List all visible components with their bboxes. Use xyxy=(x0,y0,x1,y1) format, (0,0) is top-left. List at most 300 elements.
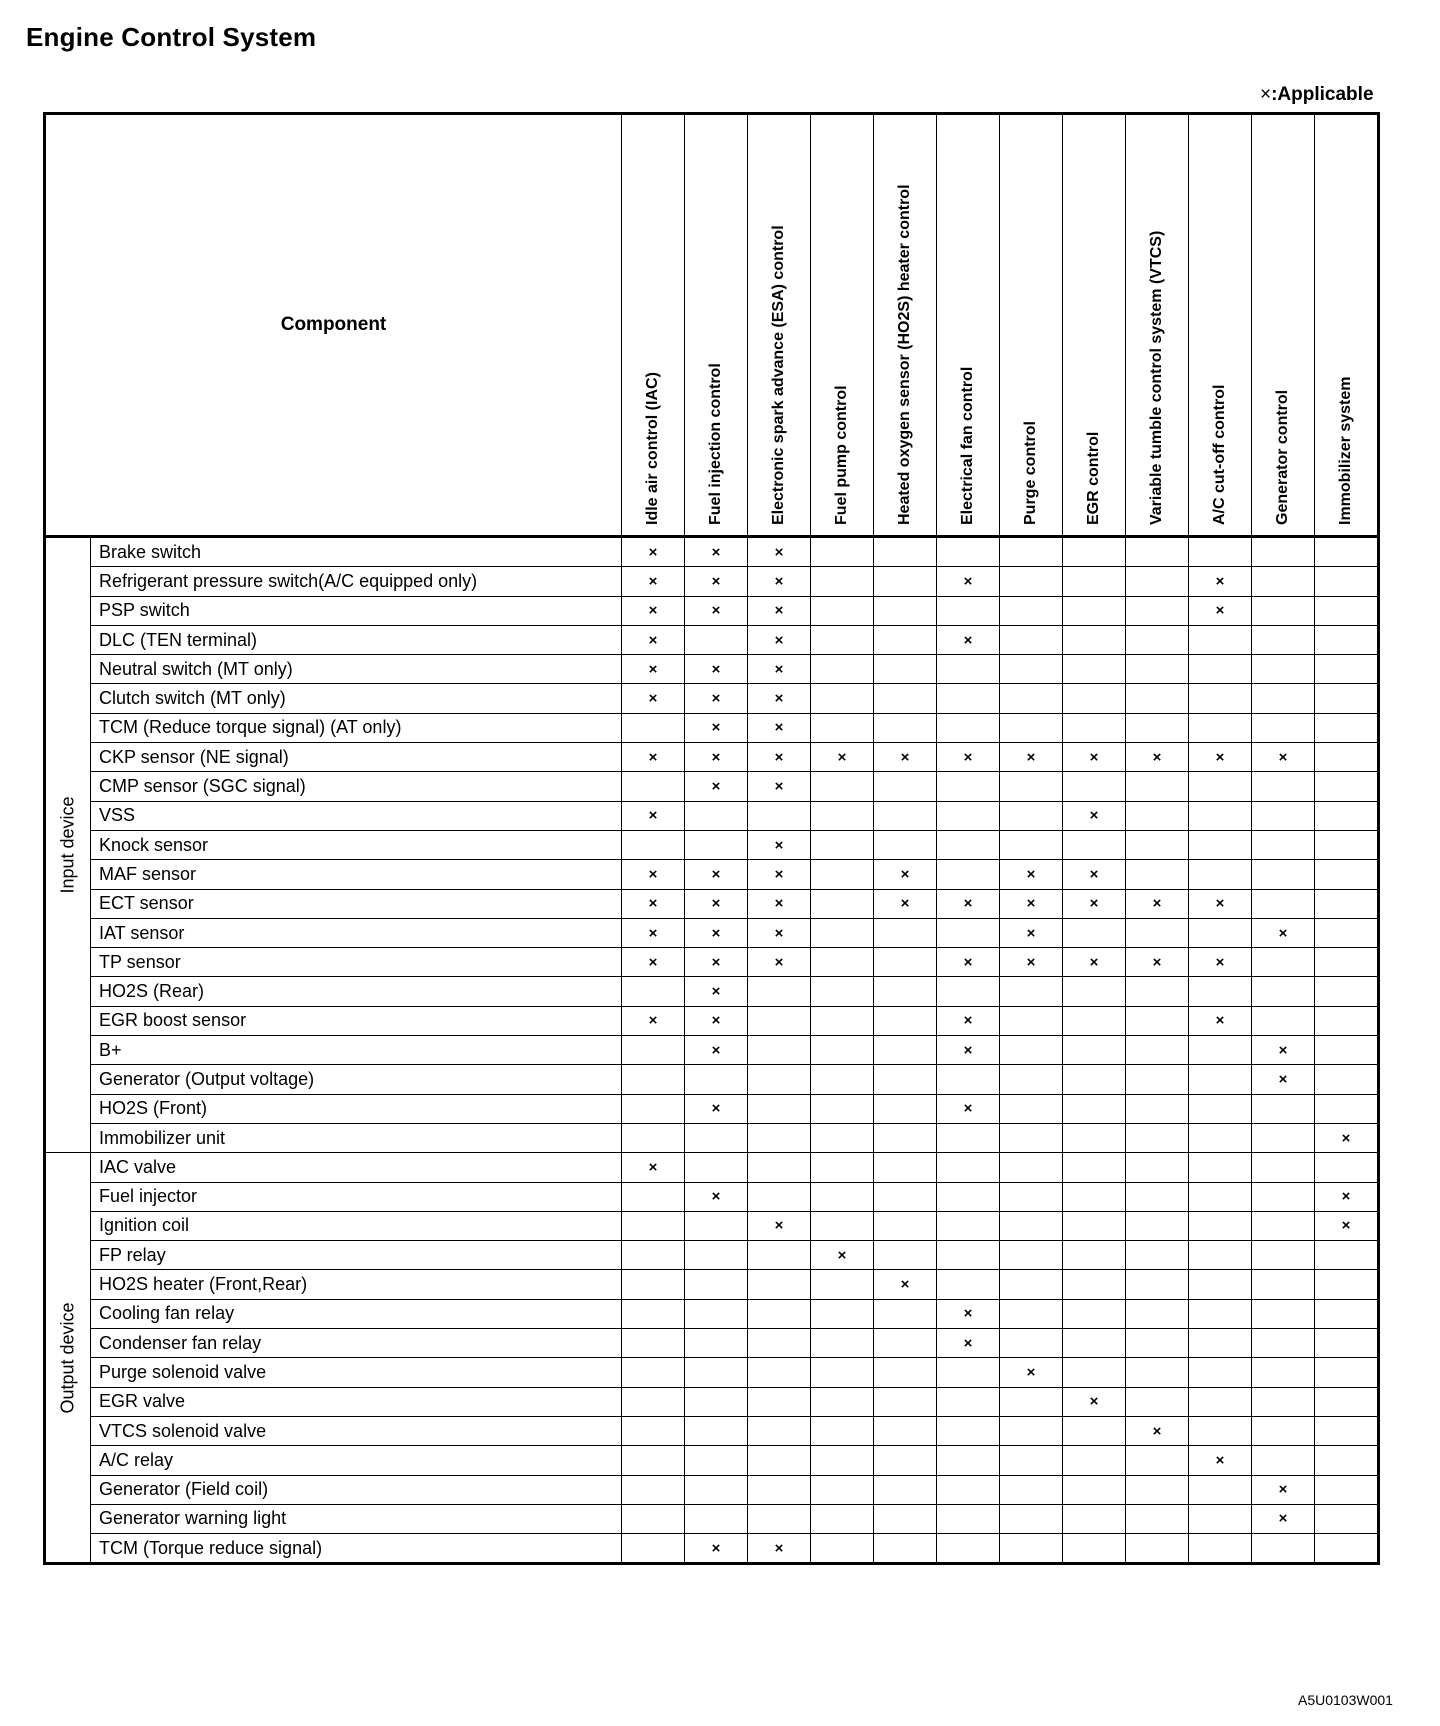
applicable-mark-icon: × xyxy=(1260,84,1272,105)
empty-cell xyxy=(1000,537,1063,567)
empty-cell xyxy=(685,1387,748,1416)
empty-cell xyxy=(1126,596,1189,625)
empty-cell xyxy=(1189,1270,1252,1299)
component-name: Neutral switch (MT only) xyxy=(91,655,622,684)
empty-cell xyxy=(874,684,937,713)
empty-cell xyxy=(1189,537,1252,567)
empty-cell xyxy=(937,713,1000,742)
component-name: VSS xyxy=(91,801,622,830)
empty-cell xyxy=(937,655,1000,684)
applicable-mark-icon: × xyxy=(622,537,685,567)
applicable-mark-icon: × xyxy=(937,1006,1000,1035)
component-name: DLC (TEN terminal) xyxy=(91,625,622,654)
empty-cell xyxy=(937,1446,1000,1475)
empty-cell xyxy=(748,1006,811,1035)
empty-cell xyxy=(1063,830,1126,859)
component-name: Clutch switch (MT only) xyxy=(91,684,622,713)
component-name: Purge solenoid valve xyxy=(91,1358,622,1387)
empty-cell xyxy=(748,1504,811,1533)
empty-cell xyxy=(874,1065,937,1094)
empty-cell xyxy=(1315,625,1379,654)
empty-cell xyxy=(1252,596,1315,625)
empty-cell xyxy=(1000,1504,1063,1533)
applicable-mark-icon: × xyxy=(1189,1446,1252,1475)
applicable-mark-icon: × xyxy=(1189,743,1252,772)
empty-cell xyxy=(874,772,937,801)
component-name: IAT sensor xyxy=(91,918,622,947)
empty-cell xyxy=(1252,1182,1315,1211)
component-name: PSP switch xyxy=(91,596,622,625)
empty-cell xyxy=(1189,918,1252,947)
empty-cell xyxy=(937,1504,1000,1533)
empty-cell xyxy=(1189,1094,1252,1123)
applicable-mark-icon: × xyxy=(1252,1504,1315,1533)
empty-cell xyxy=(874,1416,937,1445)
empty-cell xyxy=(1126,1504,1189,1533)
applicable-mark-icon: × xyxy=(685,1036,748,1065)
empty-cell xyxy=(748,977,811,1006)
empty-cell xyxy=(1189,1504,1252,1533)
empty-cell xyxy=(685,1416,748,1445)
empty-cell xyxy=(1189,830,1252,859)
empty-cell xyxy=(1315,713,1379,742)
empty-cell xyxy=(1000,1475,1063,1504)
empty-cell xyxy=(1189,772,1252,801)
table-row xyxy=(45,1182,1379,1211)
empty-cell xyxy=(622,1123,685,1152)
applicable-mark-icon: × xyxy=(1063,889,1126,918)
empty-cell xyxy=(874,1241,937,1270)
column-header-label: Generator control xyxy=(1274,389,1291,525)
empty-cell xyxy=(811,1094,874,1123)
empty-cell xyxy=(1315,948,1379,977)
applicable-mark-icon: × xyxy=(874,743,937,772)
column-header xyxy=(685,114,748,537)
applicable-mark-icon: × xyxy=(1063,1387,1126,1416)
empty-cell xyxy=(685,1504,748,1533)
empty-cell xyxy=(685,1358,748,1387)
empty-cell xyxy=(1189,1036,1252,1065)
applicable-mark-icon: × xyxy=(622,1153,685,1182)
applicable-mark-icon: × xyxy=(874,860,937,889)
empty-cell xyxy=(1000,1299,1063,1328)
empty-cell xyxy=(1252,1387,1315,1416)
component-name: Cooling fan relay xyxy=(91,1299,622,1328)
empty-cell xyxy=(1189,1329,1252,1358)
empty-cell xyxy=(1252,1329,1315,1358)
empty-cell xyxy=(874,1211,937,1240)
empty-cell xyxy=(685,1446,748,1475)
table-row xyxy=(45,1241,1379,1270)
empty-cell xyxy=(1315,1329,1379,1358)
component-name: Ignition coil xyxy=(91,1211,622,1240)
empty-cell xyxy=(1000,1153,1063,1182)
column-header xyxy=(1315,114,1379,537)
applicable-mark-icon: × xyxy=(1189,889,1252,918)
column-header xyxy=(622,114,685,537)
empty-cell xyxy=(622,1534,685,1564)
component-name: Generator warning light xyxy=(91,1504,622,1533)
engine-control-matrix xyxy=(43,112,1380,1565)
empty-cell xyxy=(622,977,685,1006)
empty-cell xyxy=(622,1387,685,1416)
component-name: VTCS solenoid valve xyxy=(91,1416,622,1445)
empty-cell xyxy=(1000,772,1063,801)
empty-cell xyxy=(1126,977,1189,1006)
empty-cell xyxy=(811,889,874,918)
empty-cell xyxy=(1315,655,1379,684)
component-name: TCM (Reduce torque signal) (AT only) xyxy=(91,713,622,742)
group-label: Output device xyxy=(57,1302,78,1414)
applicable-mark-icon: × xyxy=(748,684,811,713)
empty-cell xyxy=(874,713,937,742)
component-name: ECT sensor xyxy=(91,889,622,918)
empty-cell xyxy=(811,772,874,801)
empty-cell xyxy=(1252,1270,1315,1299)
applicable-mark-icon: × xyxy=(874,889,937,918)
empty-cell xyxy=(1315,684,1379,713)
applicable-mark-icon: × xyxy=(748,830,811,859)
empty-cell xyxy=(1252,1299,1315,1328)
applicable-mark-icon: × xyxy=(1063,801,1126,830)
empty-cell xyxy=(1189,1241,1252,1270)
column-header xyxy=(1126,114,1189,537)
table-row xyxy=(45,860,1379,889)
empty-cell xyxy=(1000,1534,1063,1564)
component-name: EGR valve xyxy=(91,1387,622,1416)
empty-cell xyxy=(1189,1358,1252,1387)
empty-cell xyxy=(1315,918,1379,947)
applicable-mark-icon: × xyxy=(685,977,748,1006)
table-row xyxy=(45,1270,1379,1299)
table-row xyxy=(45,1504,1379,1533)
empty-cell xyxy=(1000,1329,1063,1358)
applicable-mark-icon: × xyxy=(937,1094,1000,1123)
applicable-mark-icon: × xyxy=(1315,1123,1379,1152)
empty-cell xyxy=(1252,625,1315,654)
empty-cell xyxy=(1315,537,1379,567)
empty-cell xyxy=(685,1270,748,1299)
applicable-mark-icon: × xyxy=(748,655,811,684)
applicable-mark-icon: × xyxy=(1252,1475,1315,1504)
empty-cell xyxy=(937,1416,1000,1445)
empty-cell xyxy=(1063,1123,1126,1152)
applicable-mark-icon: × xyxy=(685,743,748,772)
empty-cell xyxy=(1252,1358,1315,1387)
applicable-mark-icon: × xyxy=(1000,918,1063,947)
applicable-mark-icon: × xyxy=(622,1006,685,1035)
applicable-mark-icon: × xyxy=(622,743,685,772)
empty-cell xyxy=(1000,977,1063,1006)
applicable-mark-icon: × xyxy=(1000,860,1063,889)
applicable-mark-icon: × xyxy=(937,889,1000,918)
empty-cell xyxy=(874,567,937,596)
empty-cell xyxy=(1189,801,1252,830)
empty-cell xyxy=(874,596,937,625)
applicable-mark-icon: × xyxy=(685,1182,748,1211)
component-name: TCM (Torque reduce signal) xyxy=(91,1534,622,1564)
empty-cell xyxy=(1063,977,1126,1006)
empty-cell xyxy=(685,830,748,859)
empty-cell xyxy=(1252,1153,1315,1182)
empty-cell xyxy=(748,801,811,830)
empty-cell xyxy=(622,1475,685,1504)
column-header xyxy=(811,114,874,537)
applicable-mark-icon: × xyxy=(937,1329,1000,1358)
table-row xyxy=(45,1358,1379,1387)
applicable-mark-icon: × xyxy=(1063,948,1126,977)
table-row xyxy=(45,1475,1379,1504)
empty-cell xyxy=(1063,537,1126,567)
applicable-mark-icon: × xyxy=(1189,567,1252,596)
applicable-mark-icon: × xyxy=(1252,743,1315,772)
empty-cell xyxy=(874,1475,937,1504)
empty-cell xyxy=(1126,801,1189,830)
empty-cell xyxy=(1126,655,1189,684)
empty-cell xyxy=(1126,772,1189,801)
component-name: HO2S (Rear) xyxy=(91,977,622,1006)
empty-cell xyxy=(1063,1534,1126,1564)
empty-cell xyxy=(811,1211,874,1240)
empty-cell xyxy=(1000,625,1063,654)
empty-cell xyxy=(1063,684,1126,713)
empty-cell xyxy=(874,1504,937,1533)
empty-cell xyxy=(1252,1006,1315,1035)
applicable-mark-icon: × xyxy=(937,567,1000,596)
empty-cell xyxy=(1315,1387,1379,1416)
empty-cell xyxy=(1126,1182,1189,1211)
empty-cell xyxy=(622,1065,685,1094)
empty-cell xyxy=(1063,1358,1126,1387)
empty-cell xyxy=(622,713,685,742)
empty-cell xyxy=(874,655,937,684)
applicable-mark-icon: × xyxy=(937,1299,1000,1328)
empty-cell xyxy=(937,1123,1000,1152)
empty-cell xyxy=(1126,1329,1189,1358)
column-header-label: Purge control xyxy=(1022,420,1039,525)
empty-cell xyxy=(748,1446,811,1475)
empty-cell xyxy=(1000,713,1063,742)
empty-cell xyxy=(937,1270,1000,1299)
empty-cell xyxy=(1126,537,1189,567)
component-header: Component xyxy=(45,114,622,537)
empty-cell xyxy=(1252,1446,1315,1475)
empty-cell xyxy=(748,1094,811,1123)
empty-cell xyxy=(748,1153,811,1182)
component-name: Brake switch xyxy=(91,537,622,567)
empty-cell xyxy=(1000,1182,1063,1211)
component-name: HO2S heater (Front,Rear) xyxy=(91,1270,622,1299)
empty-cell xyxy=(748,1387,811,1416)
empty-cell xyxy=(1315,977,1379,1006)
empty-cell xyxy=(1315,1241,1379,1270)
empty-cell xyxy=(1189,625,1252,654)
empty-cell xyxy=(937,801,1000,830)
applicable-mark-icon: × xyxy=(748,713,811,742)
empty-cell xyxy=(1063,1475,1126,1504)
empty-cell xyxy=(811,684,874,713)
empty-cell xyxy=(748,1182,811,1211)
empty-cell xyxy=(685,1329,748,1358)
empty-cell xyxy=(937,860,1000,889)
empty-cell xyxy=(1063,625,1126,654)
applicable-mark-icon: × xyxy=(1189,948,1252,977)
table-row xyxy=(45,801,1379,830)
empty-cell xyxy=(937,684,1000,713)
empty-cell xyxy=(1126,1211,1189,1240)
empty-cell xyxy=(1315,772,1379,801)
empty-cell xyxy=(811,1358,874,1387)
column-header xyxy=(748,114,811,537)
applicable-mark-icon: × xyxy=(937,625,1000,654)
empty-cell xyxy=(622,1416,685,1445)
column-header-label: Immobilizer system xyxy=(1337,376,1354,525)
applicable-mark-icon: × xyxy=(685,889,748,918)
empty-cell xyxy=(1063,1329,1126,1358)
component-name: B+ xyxy=(91,1036,622,1065)
matrix-body xyxy=(45,537,1379,1564)
empty-cell xyxy=(1126,1299,1189,1328)
legend-label: :Applicable xyxy=(1271,84,1374,105)
empty-cell xyxy=(1252,889,1315,918)
empty-cell xyxy=(622,1446,685,1475)
empty-cell xyxy=(1000,1211,1063,1240)
empty-cell xyxy=(1063,1065,1126,1094)
column-header-label: Fuel injection control xyxy=(707,363,724,525)
empty-cell xyxy=(874,948,937,977)
applicable-mark-icon: × xyxy=(1126,1416,1189,1445)
empty-cell xyxy=(811,801,874,830)
applicable-mark-icon: × xyxy=(748,743,811,772)
empty-cell xyxy=(1063,1416,1126,1445)
empty-cell xyxy=(1315,1358,1379,1387)
table-row xyxy=(45,889,1379,918)
applicable-mark-icon: × xyxy=(685,1534,748,1564)
table-row xyxy=(45,625,1379,654)
applicable-mark-icon: × xyxy=(1252,1036,1315,1065)
empty-cell xyxy=(1315,1475,1379,1504)
empty-cell xyxy=(1000,684,1063,713)
column-header xyxy=(1252,114,1315,537)
empty-cell xyxy=(622,1182,685,1211)
empty-cell xyxy=(874,1006,937,1035)
applicable-mark-icon: × xyxy=(1189,1006,1252,1035)
legend xyxy=(1260,84,1374,106)
empty-cell xyxy=(1315,1006,1379,1035)
applicable-mark-icon: × xyxy=(811,1241,874,1270)
applicable-mark-icon: × xyxy=(622,801,685,830)
empty-cell xyxy=(1315,1416,1379,1445)
empty-cell xyxy=(1063,1094,1126,1123)
empty-cell xyxy=(1063,1504,1126,1533)
empty-cell xyxy=(622,1241,685,1270)
applicable-mark-icon: × xyxy=(685,860,748,889)
component-name: FP relay xyxy=(91,1241,622,1270)
empty-cell xyxy=(1000,1123,1063,1152)
empty-cell xyxy=(1252,1123,1315,1152)
empty-cell xyxy=(1189,1534,1252,1564)
empty-cell xyxy=(874,1329,937,1358)
empty-cell xyxy=(874,830,937,859)
applicable-mark-icon: × xyxy=(937,948,1000,977)
applicable-mark-icon: × xyxy=(811,743,874,772)
empty-cell xyxy=(811,1504,874,1533)
empty-cell xyxy=(748,1358,811,1387)
empty-cell xyxy=(1126,918,1189,947)
empty-cell xyxy=(1063,918,1126,947)
empty-cell xyxy=(1252,830,1315,859)
empty-cell xyxy=(811,977,874,1006)
applicable-mark-icon: × xyxy=(1000,1358,1063,1387)
empty-cell xyxy=(937,1534,1000,1564)
column-header-label: Heated oxygen sensor (HO2S) heater control xyxy=(896,184,913,525)
component-name: A/C relay xyxy=(91,1446,622,1475)
applicable-mark-icon: × xyxy=(622,860,685,889)
empty-cell xyxy=(1126,713,1189,742)
empty-cell xyxy=(1189,1123,1252,1152)
table-row xyxy=(45,1006,1379,1035)
applicable-mark-icon: × xyxy=(1063,860,1126,889)
empty-cell xyxy=(811,948,874,977)
empty-cell xyxy=(811,1475,874,1504)
empty-cell xyxy=(811,655,874,684)
applicable-mark-icon: × xyxy=(748,860,811,889)
empty-cell xyxy=(811,1006,874,1035)
empty-cell xyxy=(1000,1036,1063,1065)
empty-cell xyxy=(1126,1358,1189,1387)
component-name: EGR boost sensor xyxy=(91,1006,622,1035)
empty-cell xyxy=(811,1387,874,1416)
applicable-mark-icon: × xyxy=(622,567,685,596)
applicable-mark-icon: × xyxy=(685,537,748,567)
empty-cell xyxy=(1315,743,1379,772)
empty-cell xyxy=(1252,655,1315,684)
component-name: Generator (Output voltage) xyxy=(91,1065,622,1094)
empty-cell xyxy=(874,1153,937,1182)
empty-cell xyxy=(874,1446,937,1475)
empty-cell xyxy=(1000,1416,1063,1445)
column-header-label: Electrical fan control xyxy=(959,366,976,525)
applicable-mark-icon: × xyxy=(1126,948,1189,977)
empty-cell xyxy=(1126,1446,1189,1475)
empty-cell xyxy=(622,1329,685,1358)
applicable-mark-icon: × xyxy=(622,918,685,947)
table-row xyxy=(45,684,1379,713)
empty-cell xyxy=(811,625,874,654)
table-row xyxy=(45,743,1379,772)
applicable-mark-icon: × xyxy=(685,1006,748,1035)
applicable-mark-icon: × xyxy=(685,772,748,801)
empty-cell xyxy=(1252,1534,1315,1564)
empty-cell xyxy=(1063,1446,1126,1475)
table-row xyxy=(45,1211,1379,1240)
empty-cell xyxy=(1000,1094,1063,1123)
table-row xyxy=(45,1446,1379,1475)
group-label-cell xyxy=(45,537,91,1153)
component-name: MAF sensor xyxy=(91,860,622,889)
applicable-mark-icon: × xyxy=(622,625,685,654)
empty-cell xyxy=(874,1358,937,1387)
empty-cell xyxy=(937,596,1000,625)
empty-cell xyxy=(1189,1299,1252,1328)
empty-cell xyxy=(1315,1036,1379,1065)
table-row xyxy=(45,1094,1379,1123)
applicable-mark-icon: × xyxy=(1315,1182,1379,1211)
empty-cell xyxy=(1315,567,1379,596)
header-row xyxy=(45,114,1379,537)
empty-cell xyxy=(1189,1153,1252,1182)
applicable-mark-icon: × xyxy=(1252,1065,1315,1094)
